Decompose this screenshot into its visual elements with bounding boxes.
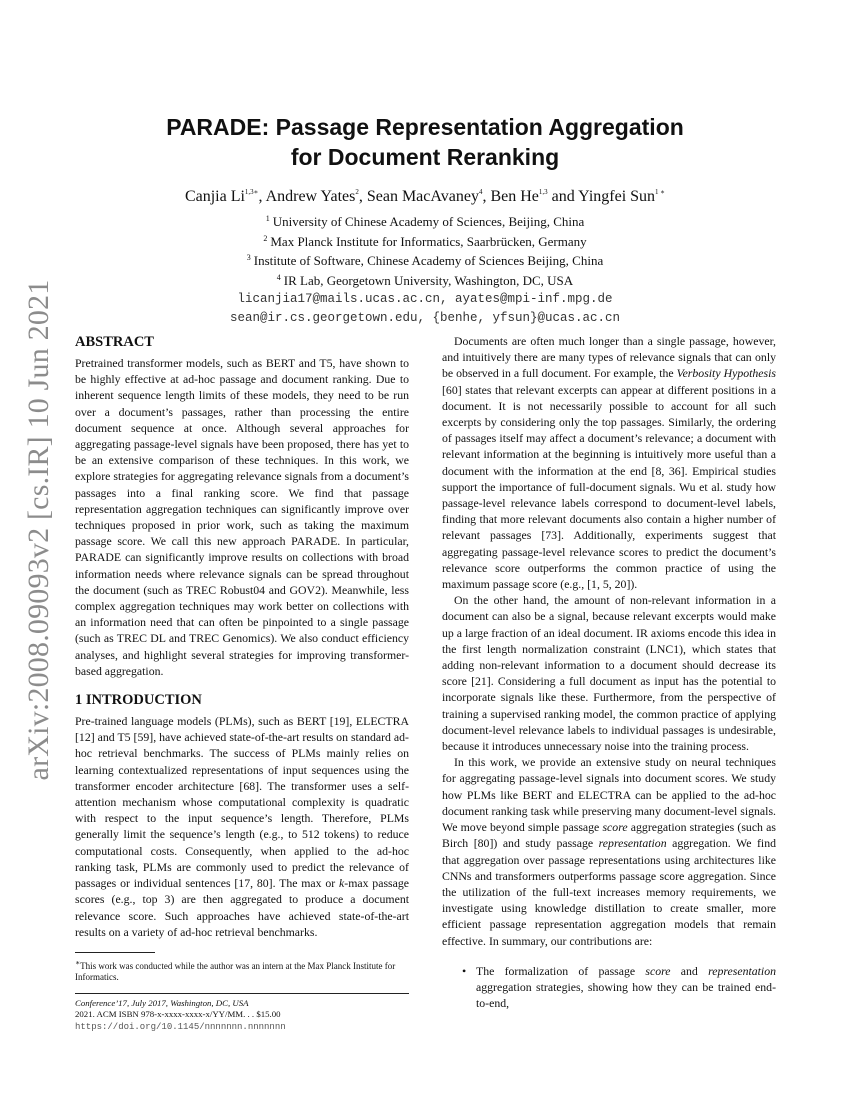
affiliation-text: IR Lab, Georgetown University, Washington, DC, USA xyxy=(283,272,574,288)
affiliation xyxy=(100,211,750,231)
contribution-list xyxy=(442,963,776,1012)
title-line-1: PARADE: Passage Representation Aggregation xyxy=(166,114,684,140)
arxiv-identifier: arXiv:2008.09093v2 [cs.IR] 10 Jun 2021 xyxy=(22,279,55,781)
email-line-2: sean@ir.cs.georgetown.edu, {benhe, yfsun}@ucas.ac.cn xyxy=(229,311,621,325)
affiliation-text: University of Chinese Academy of Sciences, Beijing, China xyxy=(272,214,585,229)
author-name: Andrew Yates xyxy=(265,188,356,205)
affiliation-mark: 1 xyxy=(265,214,270,223)
italic-term: Verbosity Hypothesis xyxy=(676,366,776,381)
bullet-text-part: and xyxy=(670,963,709,978)
bullet-text-part: aggregation strategies, showing how they can be trained end-to-end, xyxy=(476,979,776,1011)
introduction-heading: 1 INTRODUCTION xyxy=(75,692,202,709)
author-separator: and xyxy=(547,188,579,205)
italic-term: score xyxy=(645,963,671,978)
affiliation-mark: 3 xyxy=(246,253,251,262)
abstract-heading: ABSTRACT xyxy=(75,334,154,350)
body-paragraph xyxy=(442,333,776,592)
footnote-text: This work was conducted while the author was an intern at the Max Planck Institute for Informatics. xyxy=(75,960,396,982)
italic-term: score xyxy=(602,820,628,835)
list-item xyxy=(442,963,776,1012)
paper-header xyxy=(100,112,750,328)
body-text-part: In this work, we provide an extensive study on neural techniques for aggregating passage-level signals into document scores. We study how PLMs like BERT and ELECTRA can be applied to the ad-hoc document ranking task while preserving many document-level signals. We move beyond simple passage xyxy=(442,755,776,835)
footnote xyxy=(75,957,409,983)
affiliation-list xyxy=(100,211,750,289)
right-column xyxy=(442,333,776,1011)
author-separator: , xyxy=(258,188,266,205)
footnote-rule xyxy=(75,952,155,953)
author-marks: 2 xyxy=(355,188,359,196)
author-name: Sean MacAvaney xyxy=(366,188,479,205)
title-line-2: for Document Reranking xyxy=(290,144,560,170)
body-paragraph: On the other hand, the amount of non-relevant information in a document can also be a signal, because relevant excerpts would make up a large fraction of an ideal document. IR axioms encode this idea in the first length normalization constraint (LNC1), which states that adding non-relevant information to a document should decrease its score [21]. Considering a full document as input has the potential to incorporate signals like these. Furthermore, from the perspective of training a supervised ranking model, the common practice of applying document-level relevance labels to individual passages is undesirable, because it introduces unnecessary noise into the training process. xyxy=(442,593,776,754)
body-paragraph xyxy=(442,754,776,948)
body-text-part: aggregation strategies (such as Birch [80]) and study passage xyxy=(442,820,776,851)
author-name: Yingfei Sun xyxy=(578,188,656,205)
italic-term: representation xyxy=(598,836,667,851)
author-marks: 1,3 xyxy=(538,188,548,196)
affiliation-text: Max Planck Institute for Informatics, Saarbrücken, Germany xyxy=(270,233,587,249)
affiliation xyxy=(100,231,750,251)
intro-text-part: -max passage scores (e.g., top 3) are then aggregated to produce a document relevance score. Such approaches have achieved state-of-the-art results on a variety of ad-hoc retrieval benchmarks. xyxy=(75,876,409,939)
affiliation xyxy=(100,270,750,290)
body-text-part: [60] states that relevant excerpts can appear at different positions in a document. It is not necessarily possible to account for all such excerpts by considering only the top passages. Similarly, the ordering of passages itself may affect a document’s relevance; a document with relevant information at the beginning is intuitively more useful than a document with the information at the end [8, 36]. Empirical studies support the importance of full-document signals. Wu et al. study how passage-level relevance labels correspond to document-level labels, finding that more relevant documents also contain a higher number of relevant passages [73]. Additionally, experiments suggest that aggregating passage-level relevance scores to predict the document’s relevance score outperforms the common practice of using the maximum passage score (e.g., [1, 5, 20]). xyxy=(442,382,776,592)
author-list xyxy=(100,182,750,207)
author-marks: 1,3∗ xyxy=(244,188,259,196)
conference-rule xyxy=(75,993,409,994)
affiliation-mark: 4 xyxy=(276,272,281,282)
author-marks: 4 xyxy=(478,188,483,196)
affiliation-text: Institute of Software, Chinese Academy of Sciences Beijing, China xyxy=(253,253,604,268)
bullet-text-part: The formalization of passage xyxy=(476,963,646,978)
email-line-1: licanjia17@mails.ucas.ac.cn, ayates@mpi-inf.mpg.de xyxy=(237,292,613,306)
doi-link[interactable]: https://doi.org/10.1145/nnnnnnn.nnnnnnn xyxy=(75,1021,286,1032)
author-marks: 1 ∗ xyxy=(655,188,666,196)
author-name: Canjia Li xyxy=(184,188,245,205)
intro-text-part: Pre-trained language models (PLMs), such as BERT [19], ELECTRA [12] and T5 [59], have achieved state-of-the-art results on standard ad-hoc retrieval benchmarks. The success of PLMs mainly relies on learning contextualized representations of input sequences using the transformer encoder architecture [68]. The transformer uses a self-attention mechanism whose computational complexity is quadratic with respect to the input sequence’s length. Therefore, PLMs generally limit the sequence’s length (e.g., to 512 tokens) to reduce computational costs. Consequently, when applied to the ad-hoc ranking task, PLMs are commonly used to predict the relevance of passages or individual sentences [17, 80]. The max or xyxy=(75,714,409,891)
abstract-text: Pretrained transformer models, such as BERT and T5, have shown to be highly effective at ad-hoc passage and document ranking. Due to inherent sequence length limits of these models, they need to be run over a document’s passages, rather than processing the entire document sequence at once. Although several approaches for aggregating passage-level signals have been proposed, there has yet to be an extensive comparison of these techniques. In this work, we explore strategies for aggregating relevance signals from a document’s passages into a final ranking score. We find that passage representation aggregation techniques can significantly improve over techniques proposed in prior work, such as taking the maximum passage score. We call this new approach PARADE. In particular, PARADE can significantly improve results on collections with broad information needs where relevance signals can be spread throughout the document (such as TREC Robust04 and GOV2). Meanwhile, less complex aggregation techniques may work better on collections with an information need that can often be pinpointed to a single passage (such as TREC DL and TREC Genomics). We also conduct efficiency analyses, and highlight several strategies for improving transformer-based aggregation. xyxy=(75,356,409,678)
italic-term: representation xyxy=(708,963,776,978)
bullet-icon: • xyxy=(462,963,467,978)
affiliation-mark: 2 xyxy=(263,233,268,243)
footnote-mark: ∗ xyxy=(75,957,81,967)
introduction-paragraph xyxy=(75,713,409,940)
conference-isbn: 2021. ACM ISBN 978-x-xxxx-xxxx-x/YY/MM. . . $15.00 xyxy=(75,1009,281,1020)
affiliation xyxy=(100,250,750,270)
intro-italic-k: k xyxy=(339,876,345,891)
author-separator: , xyxy=(482,188,491,205)
arxiv-sidebar xyxy=(22,279,56,781)
body-text-part: Documents are often much longer than a single passage, however, and intuitively there are many types of relevance signals that can only be observed in a full document. For example, the xyxy=(442,334,776,381)
author-separator: , xyxy=(358,188,367,205)
email-list xyxy=(100,290,750,328)
body-text-part: aggregation. We find that aggregation over passage representations using architectures like CNNs and transformers outperforms passage score aggregation. Since the utilization of the full-text increases memory requirements, we investigate using knowledge distillation to create smaller, more efficient passage representation aggregation models that remain effective. In summary, our contributions are: xyxy=(442,836,776,948)
author-name: Ben He xyxy=(490,188,539,205)
paper-title xyxy=(100,112,750,172)
conference-venue: Conference’17, July 2017, Washington, DC, USA xyxy=(75,997,249,1008)
left-column xyxy=(75,333,409,1033)
